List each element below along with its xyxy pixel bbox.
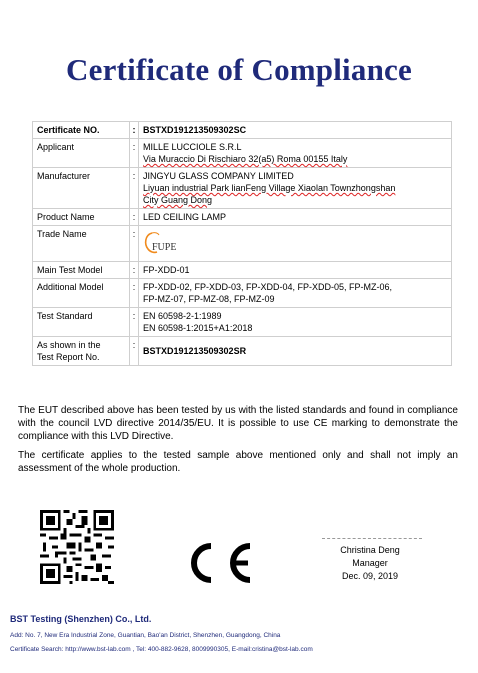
value-test-standard (139, 308, 452, 337)
colon: : (130, 337, 139, 366)
fupe-logo-icon (143, 228, 187, 256)
label-additional-model: Additional Model (33, 279, 130, 308)
colon: : (130, 139, 139, 168)
applicant-name: MILLE LUCCIOLE S.R.L (143, 142, 242, 152)
row-test-standard (33, 308, 452, 337)
row-trade-name (33, 226, 452, 262)
qr-code-icon (40, 510, 114, 584)
label-certificate-no: Certificate NO. (33, 122, 130, 139)
test-standard-2: EN 60598-1:2015+A1:2018 (143, 323, 253, 333)
manufacturer-address-line2: City Guang Dong (143, 195, 213, 205)
colon: : (130, 226, 139, 262)
row-applicant (33, 139, 452, 168)
manufacturer-name: JINGYU GLASS COMPANY LIMITED (143, 171, 294, 181)
signatory-role: Manager (352, 558, 388, 568)
value-product-name: LED CEILING LAMP (139, 209, 452, 226)
value-applicant (139, 139, 452, 168)
issuer-address: Add: No. 7, New Era Industrial Zone, Guantian, Bao'an District, Shenzhen, Guangdong, China (10, 632, 281, 639)
row-test-report-no (33, 337, 452, 366)
row-certificate-no (33, 122, 452, 139)
label-test-report-line2: Test Report No. (37, 352, 100, 362)
certificate-title: Certificate of Compliance (66, 52, 412, 87)
value-additional-model (139, 279, 452, 308)
additional-model-line1: FP-XDD-02, FP-XDD-03, FP-XDD-04, FP-XDD-05, FP-MZ-06, (143, 282, 393, 292)
manufacturer-address-line1: Liyuan industrial Park lianFeng Village Xiaolan Townzhongshan (143, 183, 396, 193)
row-additional-model (33, 279, 452, 308)
label-trade-name: Trade Name (33, 226, 130, 262)
row-manufacturer (33, 168, 452, 209)
colon: : (130, 308, 139, 337)
row-product-name (33, 209, 452, 226)
logo-text: FUPE (152, 242, 177, 253)
label-applicant: Applicant (33, 139, 130, 168)
label-product-name: Product Name (33, 209, 130, 226)
value-trade-name (139, 226, 452, 262)
compliance-statement: The EUT described above has been tested by us with the listed standards and found in compliance with the council LVD directive 2014/35/EU. It is possible to use CE marking to demonstrate the compliance with this LVD Directive. (18, 405, 458, 442)
label-main-test-model: Main Test Model (33, 262, 130, 279)
colon: : (130, 122, 139, 139)
ce-mark-icon (178, 538, 258, 588)
colon: : (130, 209, 139, 226)
applicant-address: Via Muraccio Di Rischiaro 32(a5) Roma 00155 Italy (143, 154, 348, 164)
issuer-contact: Certificate Search: http://www.bst-lab.com , Tel: 400-882-9628, 8009990305, E-mail:cristina@bst-lab.com (10, 646, 313, 653)
label-test-report-line1: As shown in the (37, 340, 101, 350)
fupe-logo (143, 228, 187, 256)
label-test-standard: Test Standard (33, 308, 130, 337)
colon: : (130, 279, 139, 308)
issuer-company: BST Testing (Shenzhen) Co., Ltd. (10, 614, 152, 624)
colon: : (130, 168, 139, 209)
signature-date: Dec. 09, 2019 (341, 571, 399, 581)
row-main-test-model (33, 262, 452, 279)
test-standard-1: EN 60598-2-1:1989 (143, 311, 222, 321)
value-test-report-no: BSTXD191213509302SR (139, 337, 452, 366)
additional-model-line2: FP-MZ-07, FP-MZ-08, FP-MZ-09 (143, 294, 275, 304)
scope-statement: The certificate applies to the tested sample above mentioned only and shall not imply an assessment of the whole production. (18, 450, 458, 474)
value-main-test-model: FP-XDD-01 (139, 262, 452, 279)
label-manufacturer: Manufacturer (33, 168, 130, 209)
colon: : (130, 262, 139, 279)
signature-line (322, 538, 422, 539)
value-certificate-no: BSTXD191213509302SC (139, 122, 452, 139)
certificate-info-table (32, 121, 452, 366)
label-test-report-no (33, 337, 130, 366)
value-manufacturer (139, 168, 452, 209)
signatory-name: Christina Deng (340, 545, 400, 555)
